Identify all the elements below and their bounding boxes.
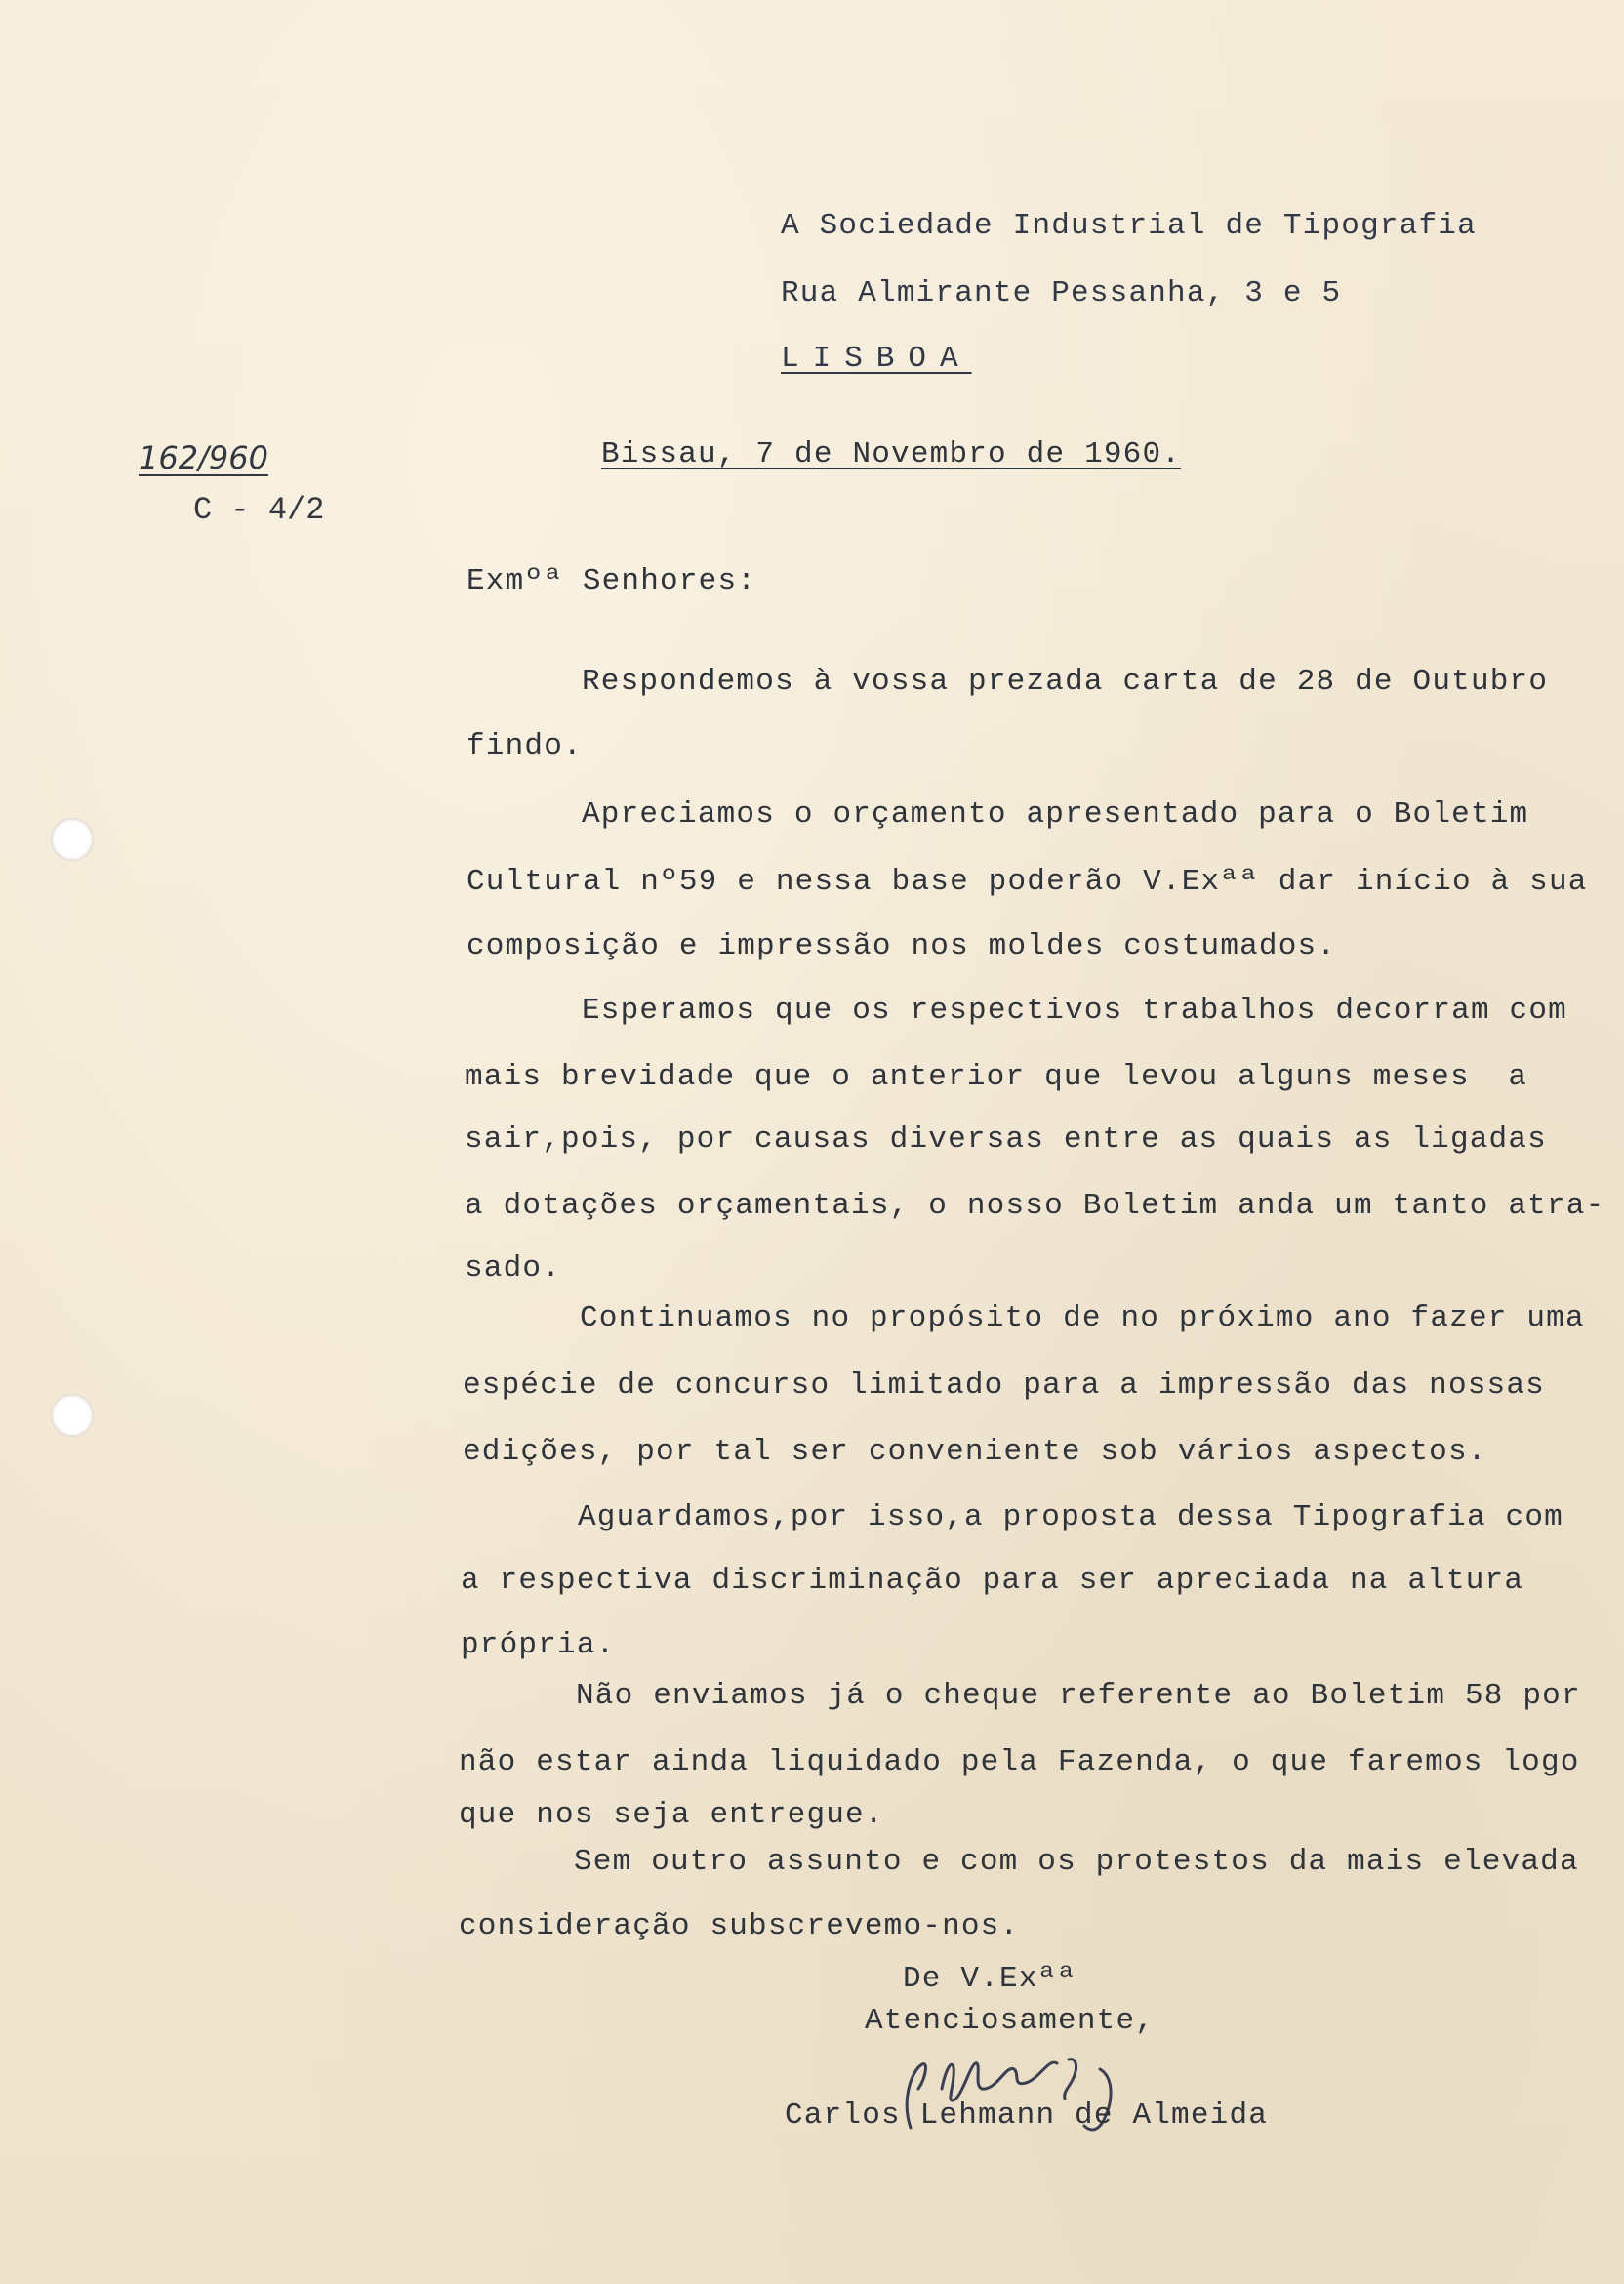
closing-line-1: De V.Exªª — [903, 1962, 1077, 1996]
body-line: Continuamos no propósito de no próximo ano fazer uma — [580, 1301, 1585, 1335]
body-line: Sem outro assunto e com os protestos da mais elevada — [574, 1845, 1579, 1879]
signatory-name: Carlos Lehmann de Almeida — [785, 2099, 1269, 2133]
recipient-city: LISBOA — [781, 342, 972, 376]
body-line: própria. — [461, 1628, 616, 1662]
body-line: Respondemos à vossa prezada carta de 28 de Outubro — [582, 665, 1549, 699]
body-line: sado. — [465, 1251, 562, 1285]
body-line: Cultural nº59 e nessa base poderão V.Exªª dar início à sua — [467, 865, 1588, 899]
recipient-line-1: A Sociedade Industrial de Tipografia — [781, 209, 1477, 243]
body-line: Apreciamos o orçamento apresentado para o Boletim — [582, 797, 1529, 832]
body-line: a respectiva discriminação para ser apreciada na altura — [461, 1564, 1524, 1598]
closing-line-2: Atenciosamente, — [865, 2004, 1156, 2038]
reference-code: C - 4/2 — [193, 492, 325, 528]
body-line: edições, por tal ser conveniente sob vários aspectos. — [463, 1435, 1487, 1469]
body-line: não estar ainda liquidado pela Fazenda, o que faremos logo — [459, 1745, 1580, 1779]
letter-date: Bissau, 7 de Novembro de 1960. — [601, 437, 1182, 471]
body-line: consideração subscrevemo-nos. — [459, 1909, 1020, 1943]
reference-number: 162/960 — [139, 439, 268, 476]
body-line: findo. — [467, 729, 583, 763]
body-line: a dotações orçamentais, o nosso Boletim anda um tanto atra- — [465, 1189, 1605, 1223]
body-line: espécie de concurso limitado para a impressão das nossas — [463, 1368, 1545, 1403]
punch-hole — [51, 818, 94, 861]
body-line: Esperamos que os respectivos trabalhos decorram com — [582, 994, 1567, 1028]
punch-hole — [51, 1394, 94, 1437]
body-line: Não enviamos já o cheque referente ao Boletim 58 por — [576, 1679, 1581, 1713]
body-line: que nos seja entregue. — [459, 1798, 884, 1832]
body-line: mais brevidade que o anterior que levou alguns meses a — [465, 1060, 1528, 1094]
body-line: sair,pois, por causas diversas entre as quais as ligadas — [465, 1122, 1547, 1157]
body-line: Aguardamos,por isso,a proposta dessa Tipografia com — [578, 1500, 1563, 1534]
recipient-line-2: Rua Almirante Pessanha, 3 e 5 — [781, 276, 1342, 310]
salutation: Exmºª Senhores: — [467, 564, 757, 598]
body-line: composição e impressão nos moldes costumados. — [467, 929, 1337, 963]
